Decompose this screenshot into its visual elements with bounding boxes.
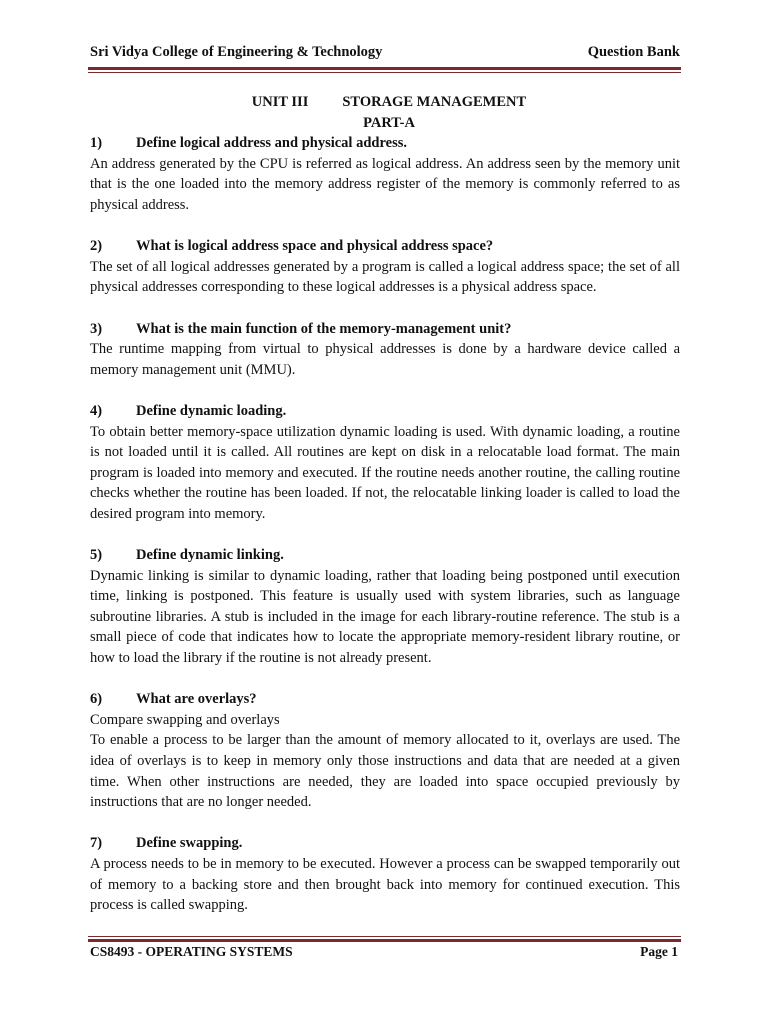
header-rule-thin (88, 72, 681, 73)
question-text: What is logical address space and physical address space? (136, 238, 494, 255)
unit-topic: STORAGE MANAGEMENT (342, 94, 527, 110)
unit-heading (90, 92, 680, 113)
unit-number: UNIT III (251, 94, 309, 110)
question-number: 6) (90, 691, 103, 708)
footer-rule-thick (88, 939, 681, 942)
question-heading (90, 236, 680, 257)
question-number: 4) (90, 402, 103, 419)
part-heading: PART-A (363, 114, 415, 131)
question-text: What are overlays? (136, 691, 257, 708)
page-footer (90, 944, 678, 960)
page-number: Page 1 (640, 944, 678, 959)
question-heading (90, 133, 680, 154)
question-item (90, 545, 680, 669)
question-number: 5) (90, 547, 103, 564)
answer-text: To enable a process to be larger than the amount of memory allocated to it, overlays are used. The idea of overlays is to keep in memory only those instructions and data that are needed at a given time. When other instructions are needed, they are loaded into space occupied previously by instructions that are no longer needed. (90, 732, 680, 811)
answer-text: A process needs to be in memory to be executed. However a process can be swapped temporarily out of memory to a backing store and then brought back into memory for continued execution. This process is called swapping. (90, 855, 680, 914)
question-item (90, 133, 680, 215)
question-text: Define swapping. (136, 835, 243, 852)
question-number: 2) (90, 238, 103, 255)
footer-rule-thin (88, 936, 681, 937)
question-number: 7) (90, 835, 103, 852)
question-item (90, 319, 680, 381)
course-code: CS8493 - OPERATING SYSTEMS (90, 944, 293, 959)
answer-text: The set of all logical addresses generated by a program is called a logical address space; the set of all physical addresses corresponding to these logical addresses is a physical address space. (90, 258, 680, 296)
question-item (90, 236, 680, 298)
question-item (90, 689, 680, 813)
header-rule-thick (88, 67, 681, 70)
college-name: Sri Vidya College of Engineering & Technology (90, 44, 383, 60)
question-heading (90, 401, 680, 422)
question-text: Define logical address and physical address. (136, 135, 407, 152)
answer-text: Dynamic linking is similar to dynamic loading, rather that loading being postponed until execution time, linking is postponed. This feature is usually used with system libraries, such as language subroutine libraries. A stub is included in the image for each library-routine reference. The stub is a small piece of code that indicates how to locate the appropriate memory-resident library routine, or how to load the library if the routine is not already present. (90, 567, 680, 667)
answer-text: To obtain better memory-space utilization dynamic loading is used. With dynamic loading, a routine is not loaded until it is called. All routines are kept on disk in a relocatable load format. The main program is loaded into memory and executed. If the routine needs another routine, the calling routine checks whether the routine has been loaded. If not, the relocatable linking loader is called to load the desired program into memory. (90, 423, 680, 522)
question-heading (90, 689, 680, 710)
document-type: Question Bank (587, 44, 680, 60)
answer-text: The runtime mapping from virtual to physical addresses is done by a hardware device called a memory management unit (MMU). (90, 341, 680, 378)
document-body (90, 92, 680, 916)
question-number: 1) (90, 135, 103, 152)
question-text: Define dynamic loading. (136, 402, 287, 419)
answer-text: An address generated by the CPU is referred as logical address. An address seen by the memory unit that is the one loaded into the memory address register of the memory is commonly referred to as physical address. (90, 155, 680, 213)
question-subtitle: Compare swapping and overlays (90, 711, 280, 728)
question-text: Define dynamic linking. (136, 547, 284, 564)
question-item (90, 833, 680, 915)
question-heading (90, 319, 680, 340)
question-heading (90, 833, 680, 854)
page-header (90, 44, 680, 66)
question-text: What is the main function of the memory-management unit? (136, 320, 512, 337)
question-item (90, 401, 680, 525)
question-number: 3) (90, 320, 103, 337)
question-heading (90, 545, 680, 566)
